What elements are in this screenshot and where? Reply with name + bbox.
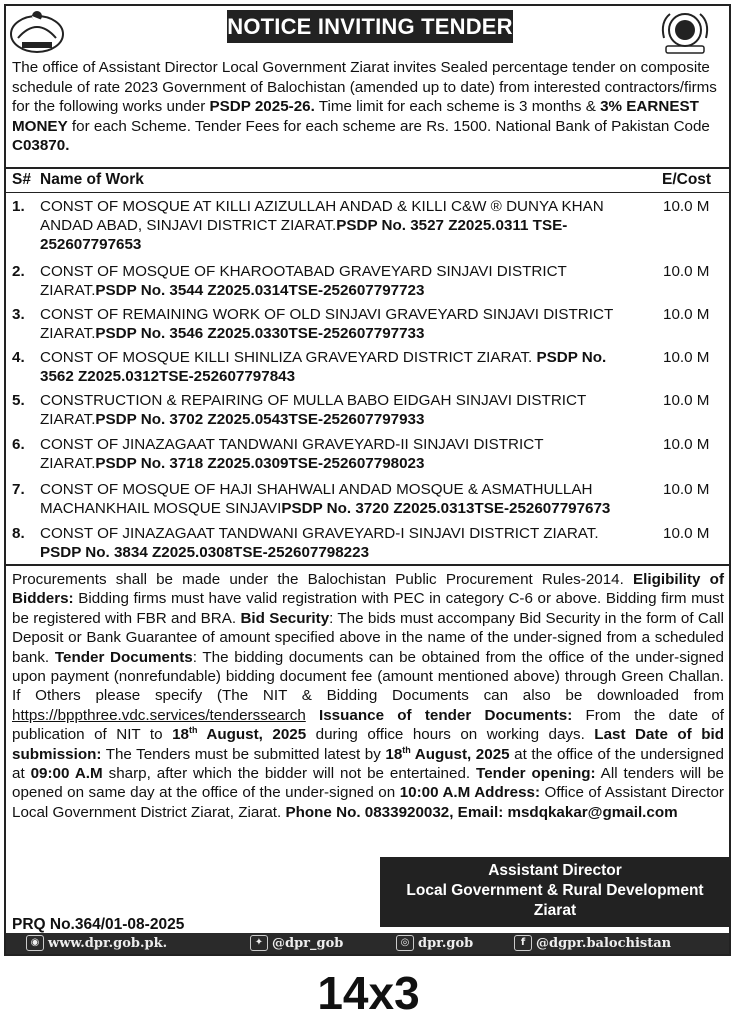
notice-title: NOTICE INVITING TENDER (227, 10, 513, 43)
footer-twitter[interactable]: ✦ @dpr_gob (250, 935, 343, 951)
footer-instagram[interactable]: ◎ dpr.gob (396, 935, 473, 951)
row-sn: 7. (12, 481, 25, 498)
signature-block (380, 857, 730, 927)
instagram-icon: ◎ (396, 935, 414, 951)
row-sn: 2. (12, 263, 25, 280)
header-name-of-work: Name of Work (40, 171, 144, 188)
row-sn: 3. (12, 306, 25, 323)
contact-info: Phone No. 0833920032, Email: msdqkakar@gmail.com (285, 803, 678, 821)
intro-paragraph: The office of Assistant Director Local Government Ziarat invites Sealed percentage tender on composite schedule of rate 2023 Government of Balochistan (amended up to date) from interested contractors/firms for the following works under PSDP 2025-26. Time limit for each scheme is 3 months & 3% EARNEST MONEY for each Scheme. Tender Fees for each scheme are Rs. 1500. National Bank of Pakistan Code C03870. (12, 59, 717, 154)
signature-title: Assistant Director (488, 862, 622, 879)
row-work: CONST OF MOSQUE OF KHAROOTABAD GRAVEYARD SINJAVI DISTRICT ZIARAT.PSDP No. 3544 Z2025.0314TSE-252607797723 (40, 263, 567, 299)
prq-number: PRQ No.364/01-08-2025 (12, 916, 185, 933)
row-cost: 10.0 M (663, 306, 710, 323)
row-cost: 10.0 M (663, 481, 710, 498)
row-work: CONST OF REMAINING WORK OF OLD SINJAVI GRAVEYARD SINJAVI DISTRICT ZIARAT.PSDP No. 3546 Z2025.0330TSE-252607797733 (40, 306, 613, 342)
row-work: CONST OF MOSQUE KILLI SHINLIZA GRAVEYARD DISTRICT ZIARAT. PSDP No. 3562 Z2025.0312TSE-252607797843 (40, 349, 607, 385)
twitter-icon: ✦ (250, 935, 268, 951)
download-link[interactable]: https://bppthree.vdc.services/tenderssearch (12, 706, 306, 724)
row-cost: 10.0 M (663, 436, 710, 453)
header-sn: S# (12, 171, 31, 188)
row-cost: 10.0 M (663, 392, 710, 409)
footer-website[interactable]: ◉ www.dpr.gob.pk. (26, 935, 167, 951)
row-cost: 10.0 M (663, 263, 710, 280)
footer-facebook[interactable]: f @dgpr.balochistan (514, 935, 671, 951)
works-table (6, 167, 729, 566)
row-sn: 4. (12, 349, 25, 366)
header-cost: E/Cost (662, 171, 712, 188)
table-header (6, 169, 729, 193)
row-work: CONSTRUCTION & REPAIRING OF MULLA BABO EIDGAH SINJAVI DISTRICT ZIARAT.PSDP No. 3702 Z2025.0543TSE-252607797933 (40, 392, 586, 428)
row-cost: 10.0 M (663, 198, 710, 215)
row-work: CONST OF MOSQUE AT KILLI AZIZULLAH ANDAD & KILLI C&W ® DUNYA KHAN ANDAD ABAD, SINJAVI DISTRICT ZIARAT.PSDP No. 3527 Z2025.0311 TSE-252607797653 (40, 198, 604, 253)
row-cost: 10.0 M (663, 349, 710, 366)
row-cost: 10.0 M (663, 525, 710, 542)
balochistan-emblem-icon (8, 8, 66, 56)
signature-department: Local Government & Rural Development (406, 882, 704, 899)
row-sn: 6. (12, 436, 25, 453)
globe-icon: ◉ (26, 935, 44, 951)
ad-size-label: 14x3 (317, 967, 420, 1019)
row-sn: 8. (12, 525, 25, 542)
facebook-icon: f (514, 935, 532, 951)
local-government-emblem-icon (656, 8, 714, 56)
row-work: CONST OF MOSQUE OF HAJI SHAHWALI ANDAD MOSQUE & ASMATHULLAH MACHANKHAIL MOSQUE SINJAVIPSDP No. 3720 Z2025.0313TSE-252607797673 (40, 481, 611, 517)
row-sn: 5. (12, 392, 25, 409)
row-work: CONST OF JINAZAGAAT TANDWANI GRAVEYARD-I SINJAVI DISTRICT ZIARAT. PSDP No. 3834 Z2025.0308TSE-252607798223 (40, 525, 599, 561)
row-sn: 1. (12, 198, 25, 215)
signature-location: Ziarat (533, 902, 577, 919)
row-work: CONST OF JINAZAGAAT TANDWANI GRAVEYARD-II SINJAVI DISTRICT ZIARAT.PSDP No. 3718 Z2025.0309TSE-252607798023 (40, 436, 544, 472)
footer-bar (6, 933, 729, 954)
terms-paragraph: Procurements shall be made under the Balochistan Public Procurement Rules-2014. Eligibility of Bidders: Bidding firms must have valid registration with PEC in category C-6 or above. Bidding firm must be registered with FBR and BRA. Bid Security: The bids must accompany Bid Security in the form of Call Deposit or Bank Guarantee of amount specified above in the name of the under-signed from a scheduled bank. Tender Documents: The bidding documents can be obtained from the office of the under-signed upon payment (nonrefundable) bidding document fee (amount mentioned above) through Green Challan. If Others please specify (The NIT & Bidding Documents can also be downloaded from https://bppthree.vdc.services/tenderssearch Issuance of tender Documents: From the date of publication of NIT to 18th August, 2025 during office hours on working days. Last Date of bid submission: The Tenders must be submitted latest by 18th August, 2025 at the office of the undersigned at 09:00 A.M sharp, after which the bidder will not be entertained. Tender opening: All tenders will be opened on same day at the office of the under-signed on 10:00 A.M Address: Office of Assistant Director Local Government District Ziarat, Ziarat. Phone No. 0833920032, Email: msdqkakar@gmail.com (12, 571, 725, 821)
